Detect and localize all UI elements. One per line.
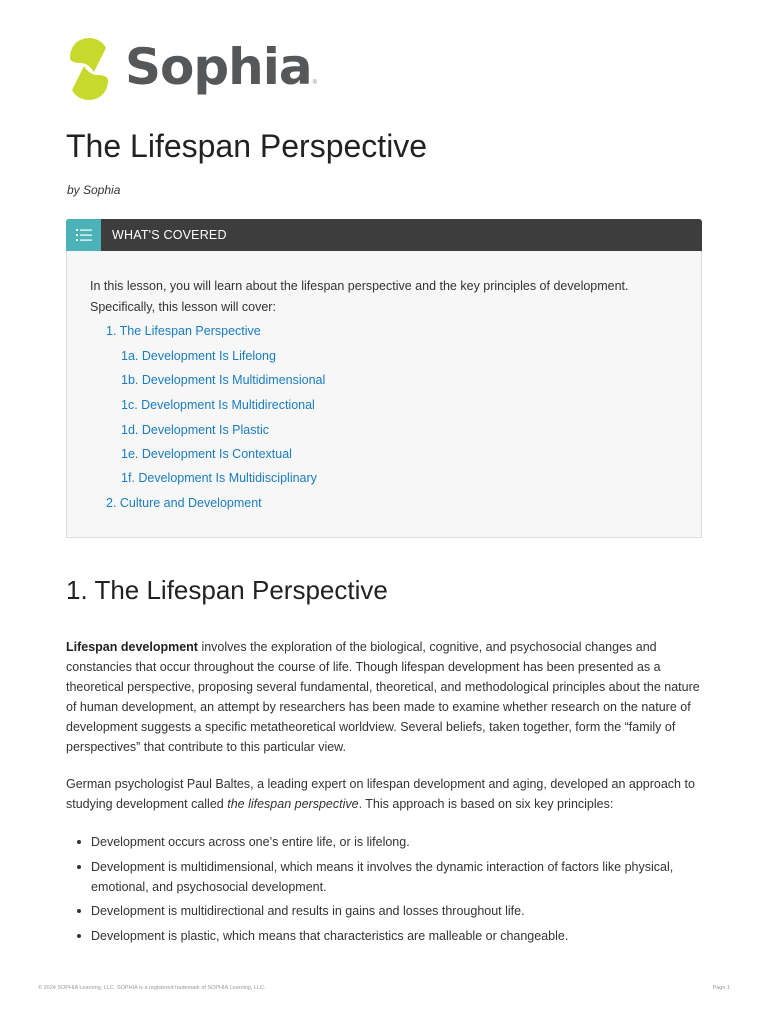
whats-covered-header [66, 219, 702, 251]
bullet-icon [77, 934, 81, 938]
toc-link-1c[interactable]: 1c. Development Is Multidirectional [121, 398, 315, 412]
page-title: The Lifespan Perspective [66, 128, 428, 164]
paragraph-text: German psychologist Paul Baltes, a leading expert on lifespan development and aging, developed an approach to studying development called [66, 777, 695, 811]
whats-covered-body [66, 251, 702, 538]
whats-covered-intro: In this lesson, you will learn about the lifespan perspective and the key principles of development. Specifically, this lesson will cover: [90, 279, 629, 314]
footer-page-number: Page 1 [712, 985, 730, 991]
bullet-icon [77, 909, 81, 913]
toc-link-1[interactable]: 1. The Lifespan Perspective [106, 324, 261, 338]
toc-link-2[interactable]: 2. Culture and Development [106, 496, 262, 510]
bullet-icon [77, 840, 81, 844]
toc-link-1d[interactable]: 1d. Development Is Plastic [121, 423, 269, 437]
toc-item[interactable] [121, 396, 315, 414]
sophia-logo-mark-icon [66, 36, 112, 102]
toc-item[interactable] [121, 469, 317, 487]
toc-item[interactable] [106, 322, 261, 340]
whats-covered-title: WHAT'S COVERED [112, 228, 227, 242]
sophia-logo [66, 36, 317, 102]
list-item-text: Development is plastic, which means that characteristics are malleable or changeable. [91, 928, 569, 943]
list-item [66, 857, 706, 897]
list-item [66, 832, 706, 852]
toc-item[interactable] [121, 371, 325, 389]
list-item-text: Development occurs across one’s entire life, or is lifelong. [91, 835, 410, 849]
list-item-text: Development is multidimensional, which means it involves the dynamic interaction of factors like physical, emotional, and psychosocial development. [91, 859, 674, 894]
footer-copyright: © 2024 SOPHIA Learning, LLC. SOPHIA is a registered trademark of SOPHIA Learning, LLC. [38, 985, 266, 991]
paragraph-lifespan-development [66, 637, 706, 757]
toc-link-1e[interactable]: 1e. Development Is Contextual [121, 447, 292, 461]
toc-link-1b[interactable]: 1b. Development Is Multidimensional [121, 373, 326, 387]
toc-item[interactable] [121, 445, 292, 463]
toc-item[interactable] [121, 347, 276, 365]
principles-list [66, 832, 706, 950]
toc-link-1a[interactable]: 1a. Development Is Lifelong [121, 349, 276, 363]
sophia-wordmark: Sophia [125, 38, 312, 96]
key-term: Lifespan development [66, 640, 198, 654]
whats-covered-box [66, 219, 702, 538]
paragraph-text: involves the exploration of the biological, cognitive, and psychosocial changes and constancies that occur throughout the course of life. Though lifespan development has been presented as a theoretical perspective, proposing several fundamental, theoretical, and methodological principles about the nature of human development, an attempt by researchers has been made to examine whether research on the nature of development suggests a specific metatheoretical worldview. Several beliefs, taken together, form the “family of perspectives” that contribute to this particular view. [66, 640, 700, 754]
list-icon [66, 219, 101, 251]
toc-item[interactable] [121, 421, 269, 439]
list-item [66, 901, 706, 921]
paragraph-text: . This approach is based on six key principles: [358, 797, 614, 811]
section-heading: 1. The Lifespan Perspective [66, 575, 388, 605]
bullet-icon [77, 865, 81, 869]
list-item [66, 926, 706, 946]
list-item-text: Development is multidirectional and results in gains and losses throughout life. [91, 904, 525, 918]
registered-mark: ® [312, 80, 318, 86]
byline: by Sophia [67, 183, 121, 197]
toc-link-1f[interactable]: 1f. Development Is Multidisciplinary [121, 471, 317, 485]
paragraph-baltes [66, 774, 706, 814]
toc-item[interactable] [106, 494, 262, 512]
emphasis-text: the lifespan perspective [227, 797, 359, 811]
